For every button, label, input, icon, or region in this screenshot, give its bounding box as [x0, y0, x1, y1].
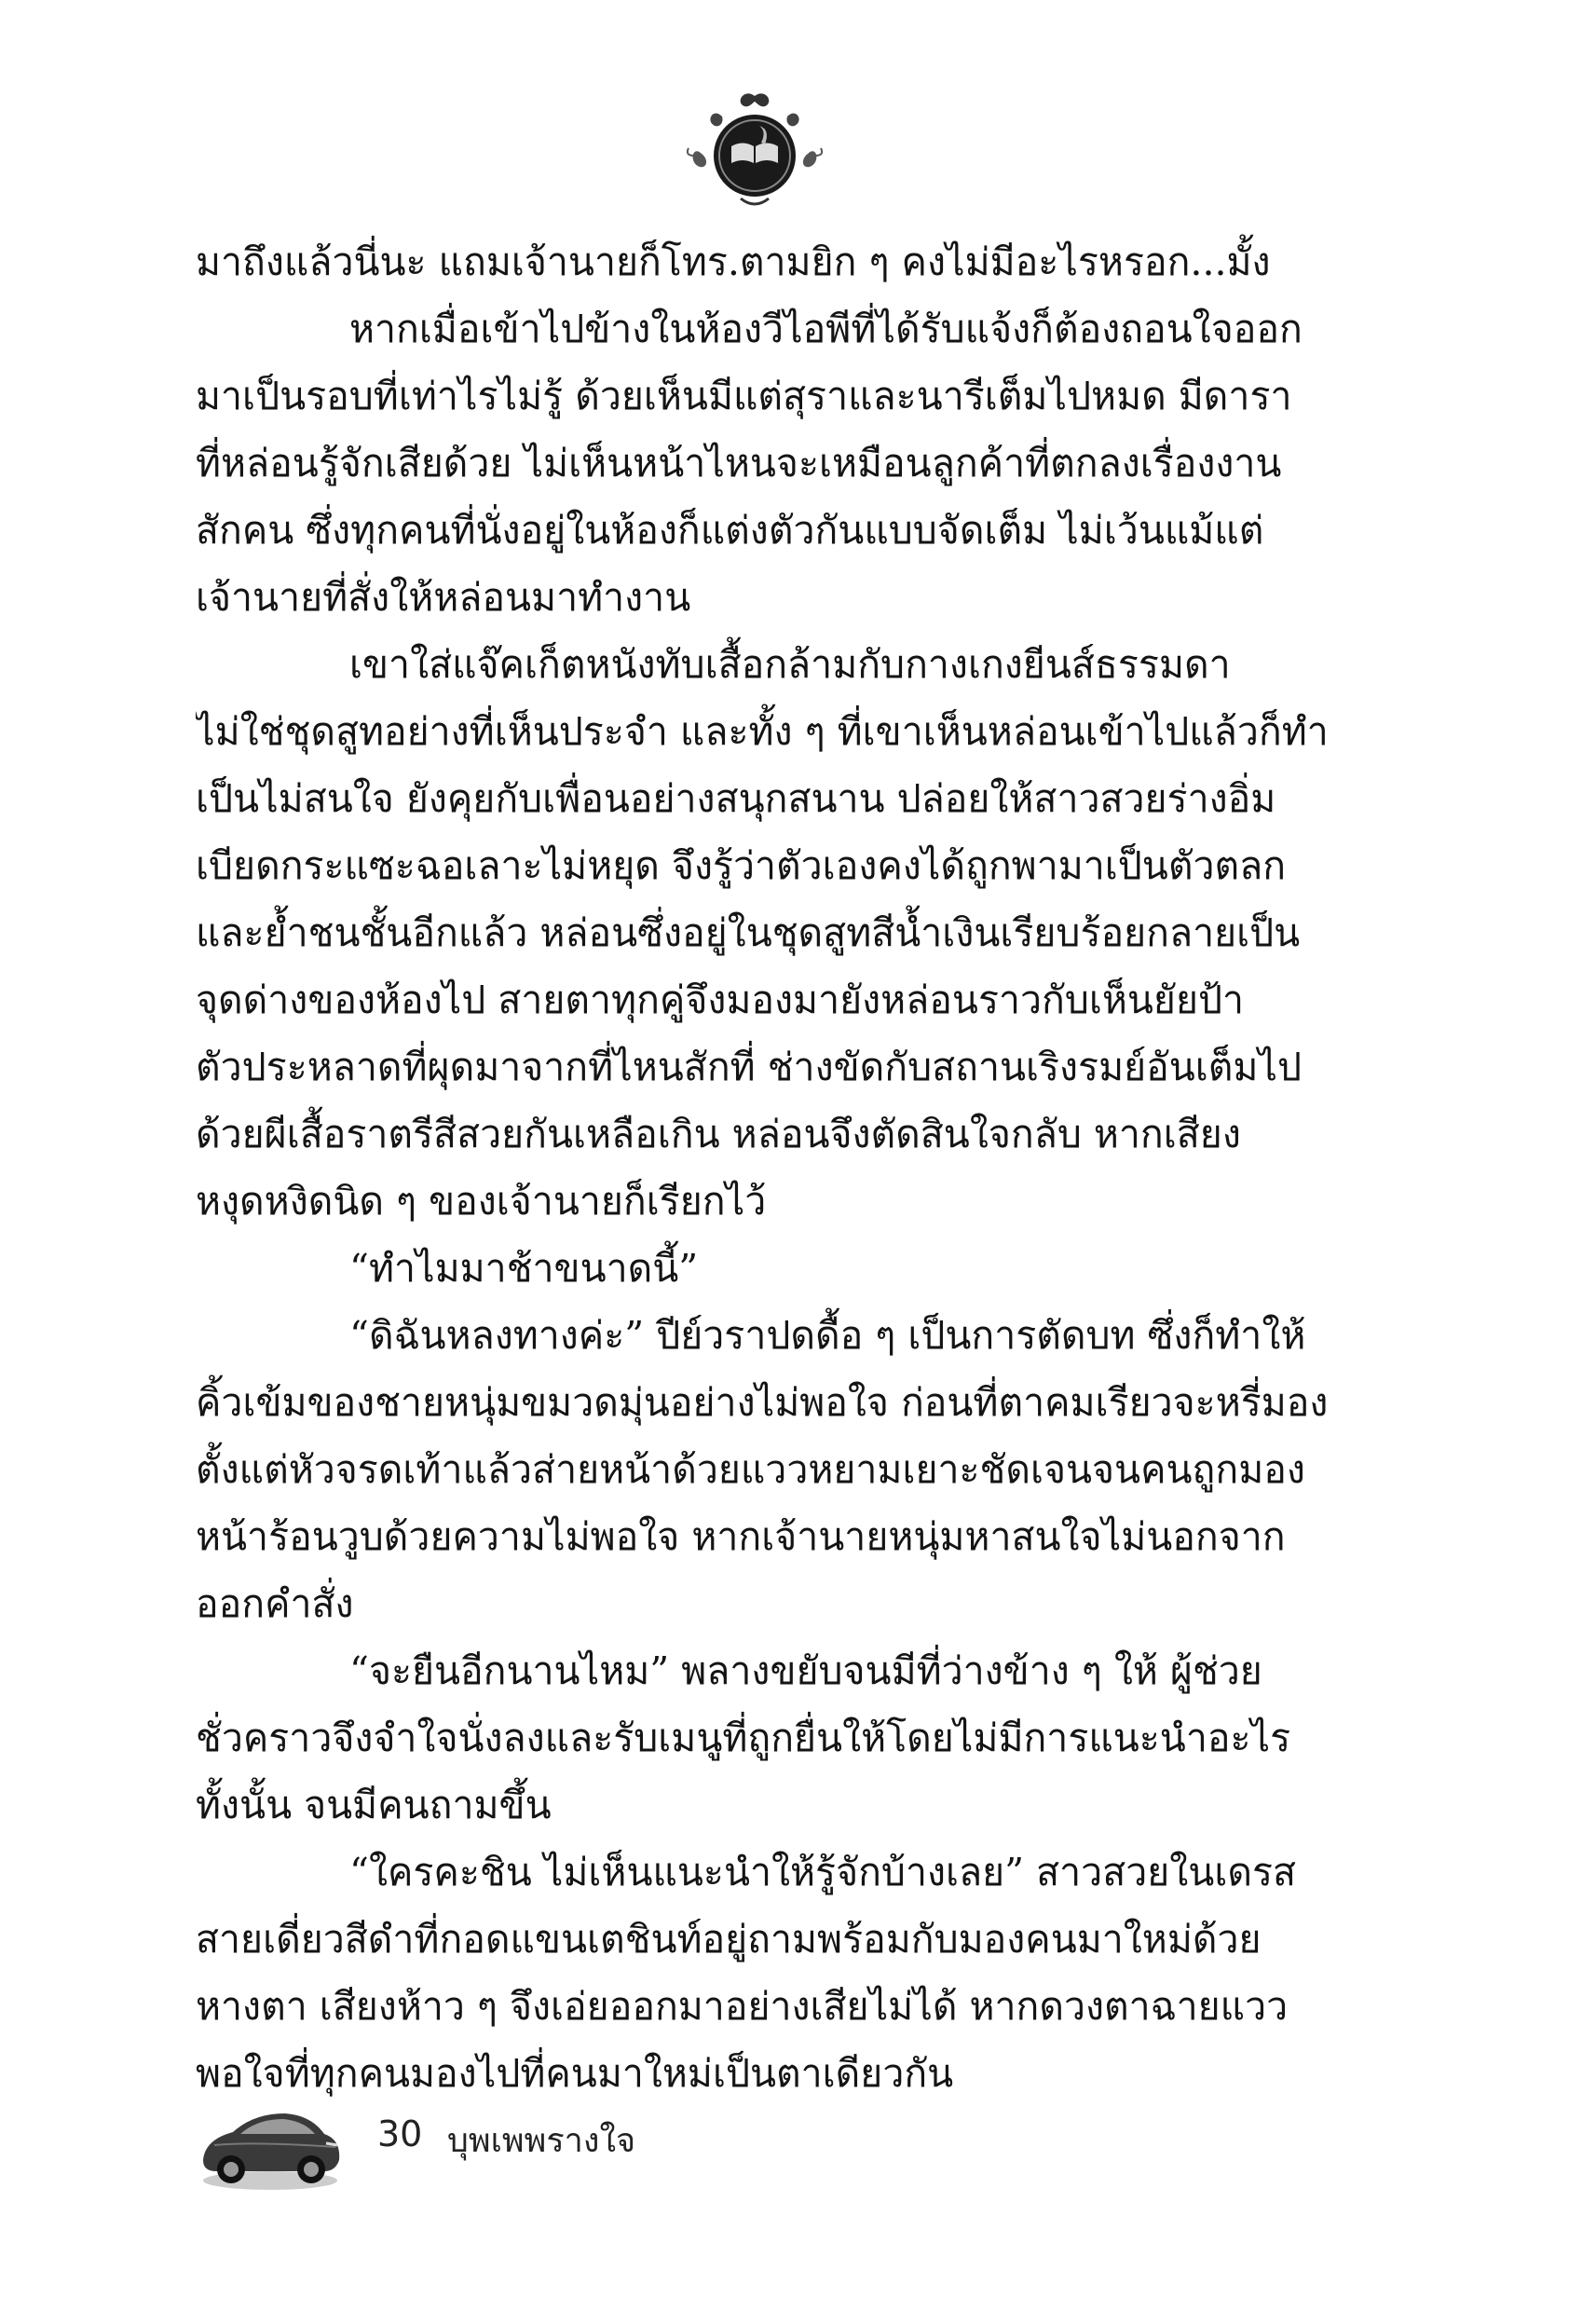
sports-car-icon — [196, 2087, 345, 2195]
book-title: บุพเพพรางใจ — [447, 2122, 636, 2160]
text-line: สักคน ซึ่งทุกคนที่นั่งอยู่ในห้องก็แต่งตัวกันแบบจัดเต็ม ไม่เว้นแม้แต่ — [196, 508, 1264, 553]
text-line: “ดิฉันหลงทางค่ะ” ปีย์วราปดดื้อ ๆ เป็นการตัดบท ซึ่งก็ทำให้ — [349, 1313, 1306, 1358]
text-line: หากเมื่อเข้าไปข้างในห้องวีไอพีที่ได้รับแจ้งก็ต้องถอนใจออก — [349, 307, 1303, 351]
text-line: หน้าร้อนวูบด้วยความไม่พอใจ หากเจ้านายหนุ่มหาสนใจไม่นอกจาก — [196, 1514, 1286, 1559]
text-line: เบียดกระแซะฉอเลาะไม่หยุด จึงรู้ว่าตัวเองคงได้ถูกพามาเป็นตัวตลก — [196, 843, 1287, 888]
page-footer — [196, 2087, 1034, 2227]
page-number: 30 — [377, 2113, 423, 2154]
text-line: ที่หล่อนรู้จักเสียด้วย ไม่เห็นหน้าไหนจะเหมือนลูกค้าที่ตกลงเรื่องงาน — [196, 441, 1282, 485]
text-line: ทั้งนั้น จนมีคนถามขึ้น — [196, 1783, 552, 1827]
text-line: ชั่วคราวจึงจำใจนั่งลงและรับเมนูที่ถูกยื่นให้โดยไม่มีการแนะนำอะไร — [196, 1716, 1291, 1760]
text-line: มาเป็นรอบที่เท่าไรไม่รู้ ด้วยเห็นมีแต่สุราและนารีเต็มไปหมด มีดารา — [196, 374, 1292, 418]
text-line: “จะยืนอีกนานไหม” พลางขยับจนมีที่ว่างข้าง ๆ ให้ ผู้ช่วย — [349, 1648, 1262, 1693]
text-line: ตัวประหลาดที่ผุดมาจากที่ไหนสักที่ ช่างขัดกับสถานเริงรมย์อันเต็มไป — [196, 1045, 1303, 1089]
text-line: ไม่ใช่ชุดสูทอย่างที่เห็นประจำ และทั้ง ๆ ที่เขาเห็นหล่อนเข้าไปแล้วก็ทำ — [196, 709, 1329, 754]
text-line: เจ้านายที่สั่งให้หล่อนมาทำงาน — [196, 575, 691, 620]
text-line: สายเดี่ยวสีดำที่กอดแขนเตชินท์อยู่ถามพร้อมกับมองคนมาใหม่ด้วย — [196, 1917, 1262, 1962]
text-line: เขาใส่แจ๊คเก็ตหนังทับเสื้อกล้ามกับกางเกงยีนส์ธรรมดา — [349, 642, 1231, 687]
publisher-logo-icon — [685, 89, 825, 214]
text-line: พอใจที่ทุกคนมองไปที่คนมาใหม่เป็นตาเดียวกัน — [196, 2051, 954, 2096]
text-line: “ทำไมมาช้าขนาดนี้” — [349, 1246, 699, 1291]
text-line: หางตา เสียงห้าว ๆ จึงเอ่ยออกมาอย่างเสียไม่ได้ หากดวงตาฉายแวว — [196, 1984, 1289, 2029]
text-line: ด้วยผีเสื้อราตรีสีสวยกันเหลือเกิน หล่อนจึงตัดสินใจกลับ หากเสียง — [196, 1112, 1241, 1156]
text-line: ตั้งแต่หัวจรดเท้าแล้วส่ายหน้าด้วยแววหยามเยาะชัดเจนจนคนถูกมอง — [196, 1447, 1305, 1492]
text-line: จุดด่างของห้องไป สายตาทุกคู่จึงมองมายังหล่อนราวกับเห็นยัยป้า — [196, 978, 1245, 1022]
text-line: เป็นไม่สนใจ ยังคุยกับเพื่อนอย่างสนุกสนาน ปล่อยให้สาวสวยร่างอิ่ม — [196, 776, 1276, 821]
publisher-logo — [685, 89, 825, 214]
text-line: และย้ำชนชั้นอีกแล้ว หล่อนซึ่งอยู่ในชุดสูทสีน้ำเงินเรียบร้อยกลายเป็น — [196, 910, 1301, 955]
text-line: มาถึงแล้วนี่นะ แถมเจ้านายก็โทร.ตามยิก ๆ คงไม่มีอะไรหรอก...มั้ง — [196, 239, 1271, 284]
body-text — [196, 228, 1340, 2107]
text-line: “ใครคะชิน ไม่เห็นแนะนำให้รู้จักบ้างเลย” สาวสวยในเดรส — [349, 1850, 1297, 1894]
text-line: ออกคำสั่ง — [196, 1581, 354, 1626]
text-line: คิ้วเข้มของชายหนุ่มขมวดมุ่นอย่างไม่พอใจ ก่อนที่ตาคมเรียวจะหรี่มอง — [196, 1380, 1329, 1425]
text-line: หงุดหงิดนิด ๆ ของเจ้านายก็เรียกไว้ — [196, 1179, 767, 1224]
